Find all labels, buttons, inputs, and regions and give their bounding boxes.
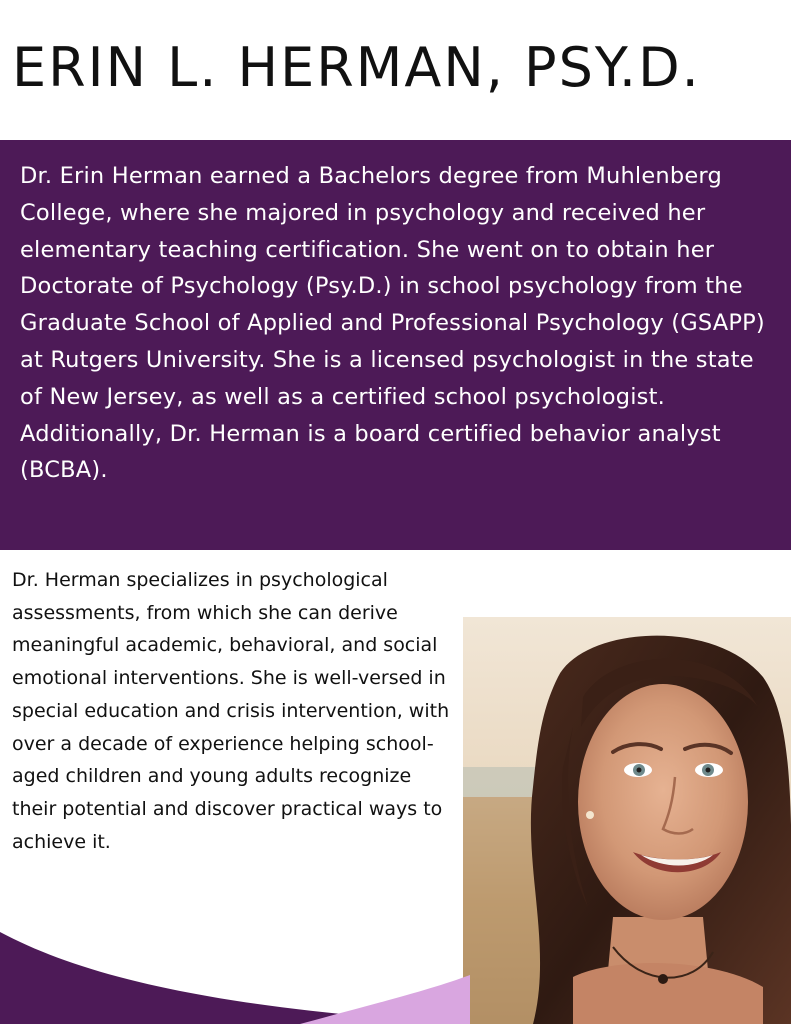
- bio-paragraph: Dr. Erin Herman earned a Bachelors degree from Muhlenberg College, where she majored in psychology and received her elementary teaching certification. She went on to obtain her Doctorate of Psychology (Psy.D.) in school psychology from the Graduate School of Applied and Professional Psychology (GSAPP) at Rutgers University. She is a licensed psychologist in the state of New Jersey, as well as a certified school psychologist. Additionally, Dr. Herman is a board certified behavior analyst (BCBA).: [20, 163, 765, 484]
- portrait-photo: [463, 617, 791, 1024]
- page-title: ERIN L. HERMAN, PSY.D.: [12, 36, 701, 99]
- specialty-paragraph: Dr. Herman specializes in psychological assessments, from which she can derive meaningful academic, behavioral, and social emotional interventions. She is well-versed in special education and crisis intervention, with over a decade of experience helping school-aged children and young adults recognize their potential and discover practical ways to achieve it.: [12, 569, 450, 853]
- decorative-wave: [0, 900, 470, 1024]
